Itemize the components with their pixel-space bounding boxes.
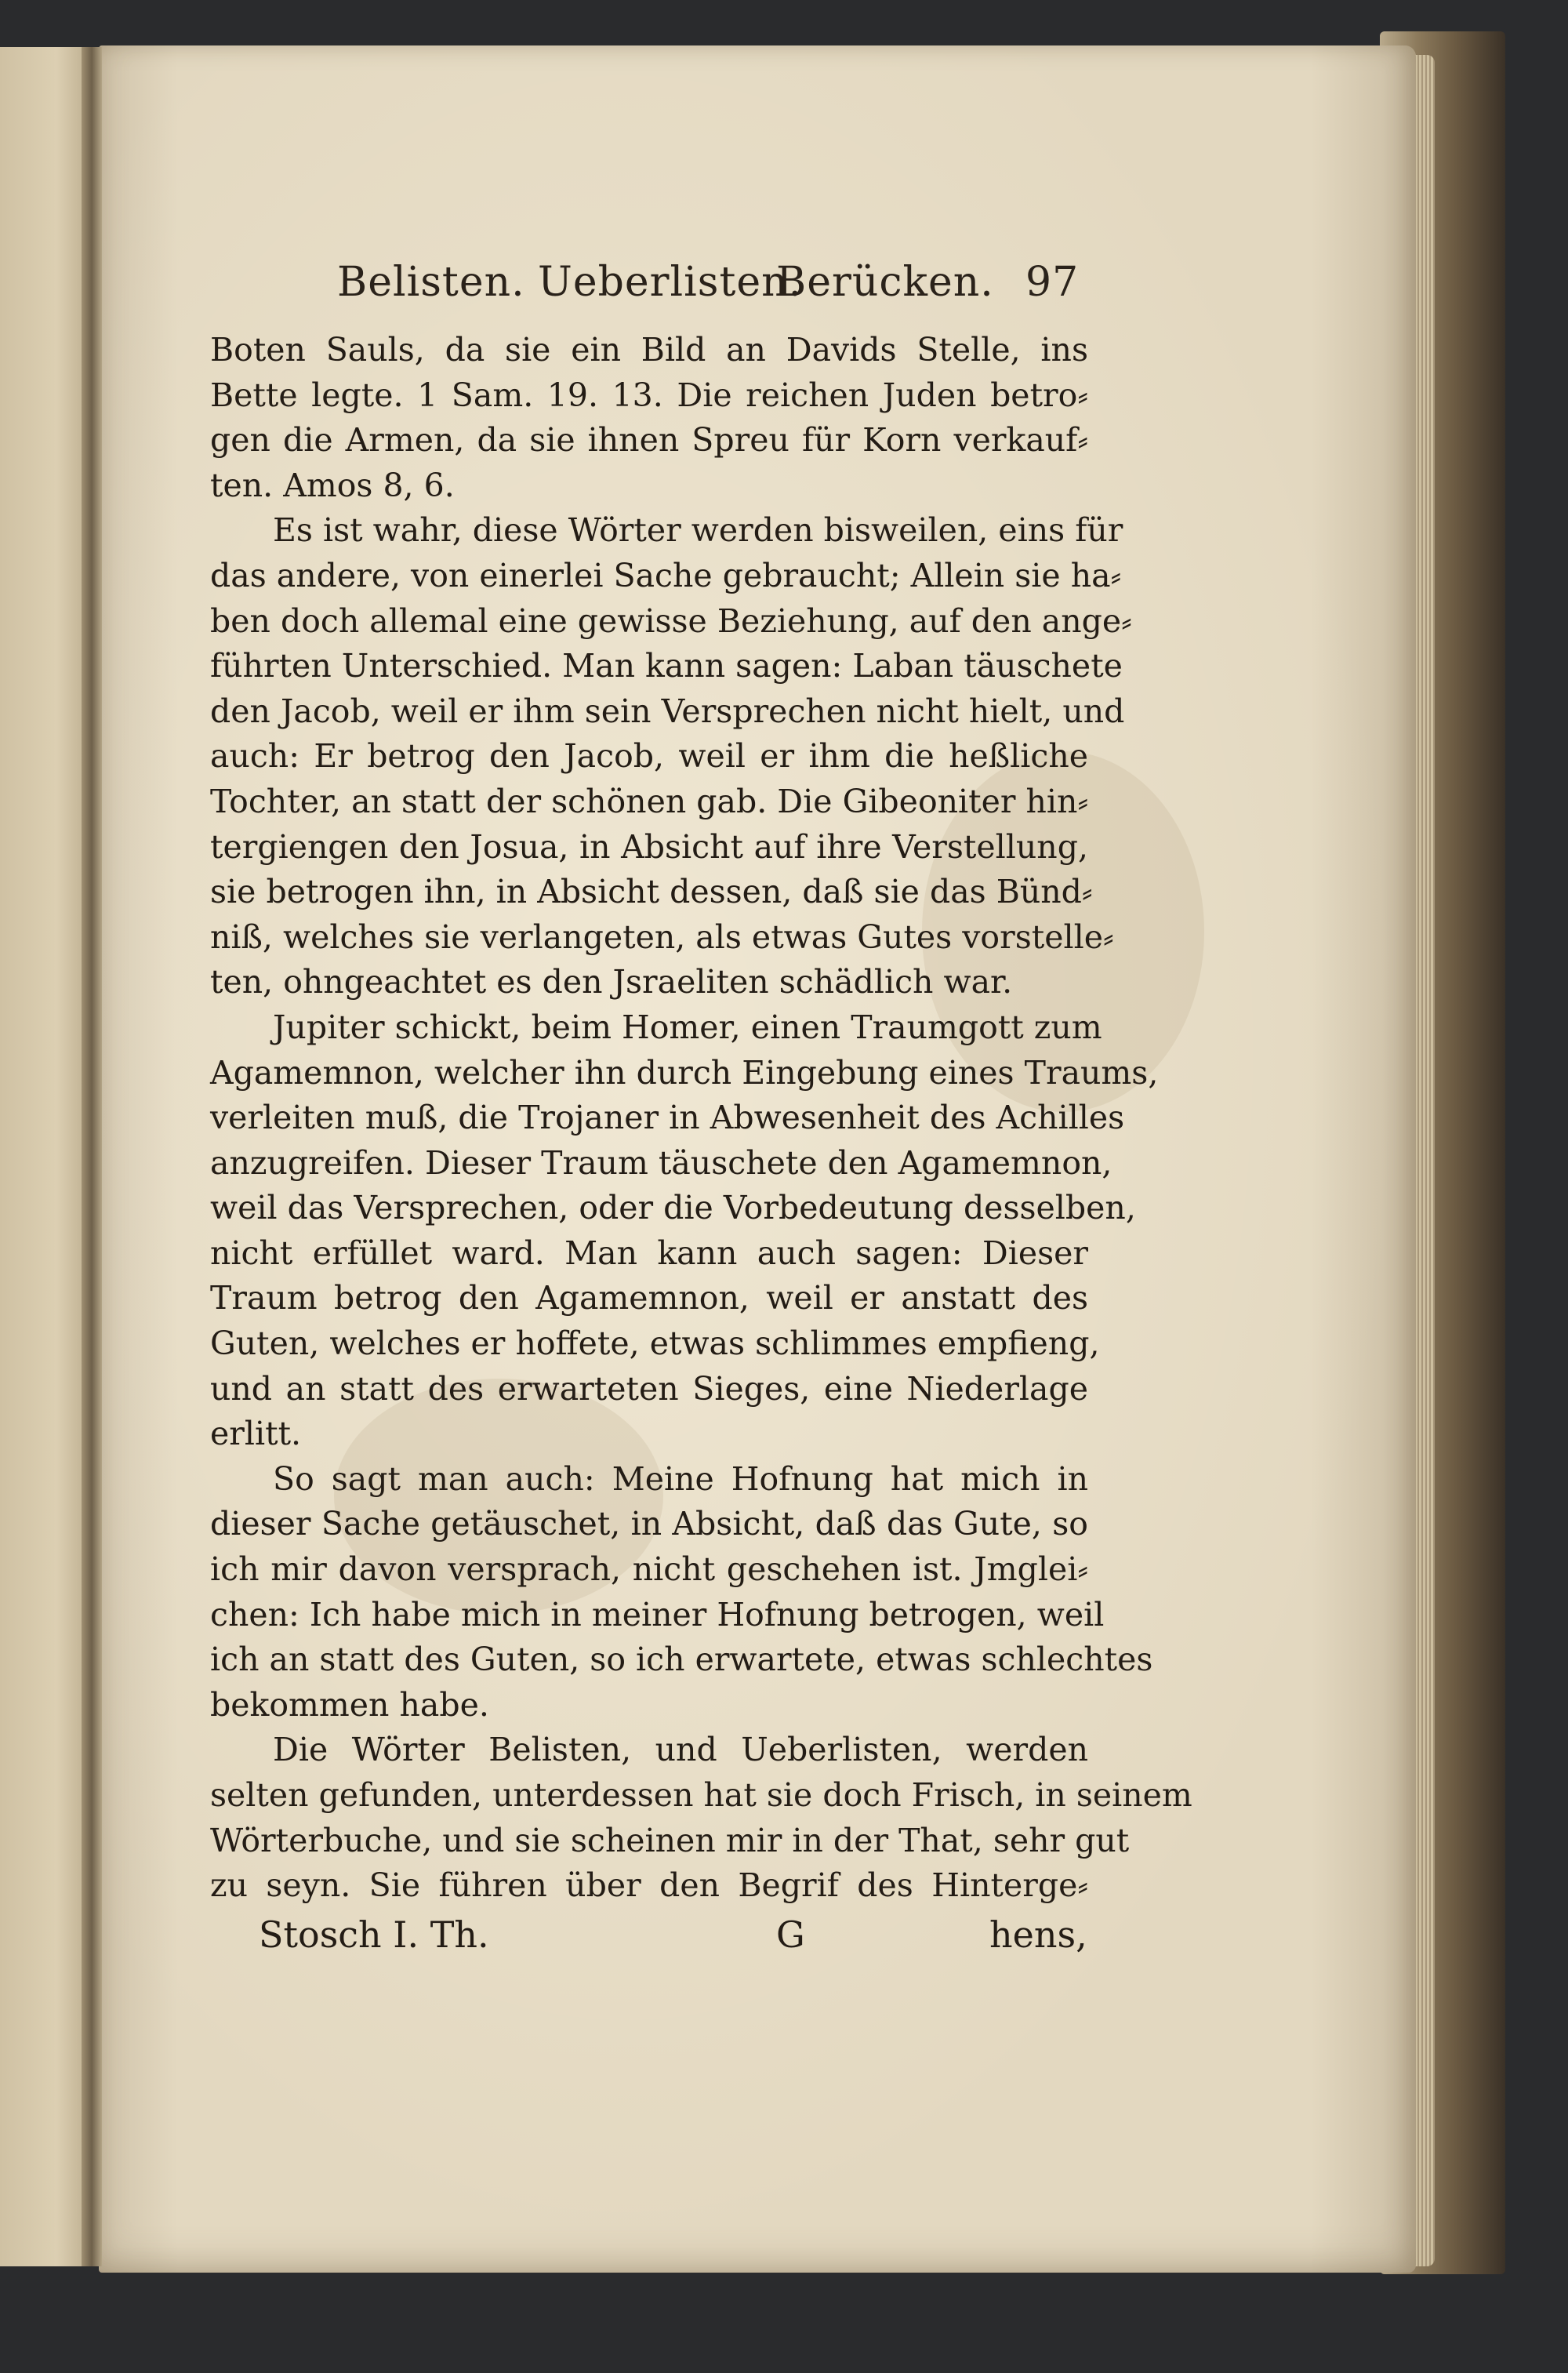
text-line: und an statt des erwarteten Sieges, eine Niederlage <box>210 1369 1088 1408</box>
text-line: So sagt man auch: Meine Hofnung hat mich in <box>273 1459 1088 1498</box>
left-page-edge <box>0 47 94 2266</box>
book-gutter <box>82 47 102 2266</box>
page-number: 97 <box>1025 259 1080 306</box>
text-line: den Jacob, weil er ihm sein Versprechen nicht hielt, und <box>210 692 1125 730</box>
text-line: Traum betrog den Agamemnon, weil er anstatt des <box>210 1279 1088 1317</box>
text-line: erlitt. <box>210 1415 302 1453</box>
header-title-1: Belisten. <box>337 259 525 306</box>
catchword: hens, <box>989 1913 1087 1956</box>
text-line: dieser Sache getäuschet, in Absicht, daß das Gute, so <box>210 1505 1088 1543</box>
text-line: Wörterbuche, und sie scheinen mir in der That, sehr gut <box>210 1821 1130 1859</box>
text-line: ten. Amos 8, 6. <box>210 466 455 504</box>
text-line: Guten, welches er hoffete, etwas schlimmes empfieng, <box>210 1325 1100 1363</box>
text-line: ich an statt des Guten, so ich erwartete, etwas schlechtes <box>210 1641 1153 1679</box>
text-line: niß, welches sie verlangeten, als etwas Gutes vorstelle⸗ <box>210 918 1114 956</box>
signature-mark: Stosch I. Th. <box>259 1913 489 1956</box>
page-footer <box>259 1913 1090 1961</box>
header-title-2: Ueberlisten. <box>538 259 803 306</box>
text-line: Es ist wahr, diese Wörter werden bisweilen, eins für <box>273 511 1123 550</box>
text-line: nicht erfüllet ward. Man kann auch sagen: Dieser <box>210 1234 1088 1272</box>
text-line: auch: Er betrog den Jacob, weil er ihm die heßliche <box>210 737 1088 776</box>
text-line: Bette legte. 1 Sam. 19. 13. Die reichen Juden betro⸗ <box>210 376 1088 414</box>
text-line: ben doch allemal eine gewisse Beziehung, auf den ange⸗ <box>210 601 1132 640</box>
text-line: ten, ohngeachtet es den Jsraeliten schädlich war. <box>210 963 1013 1001</box>
running-header <box>337 259 1090 306</box>
text-line: gen die Armen, da sie ihnen Spreu für Korn verkauf⸗ <box>210 421 1088 460</box>
text-line: Boten Sauls, da sie ein Bild an Davids Stelle, ins <box>210 331 1088 369</box>
text-line: führten Unterschied. Man kann sagen: Laban täuschete <box>210 647 1123 685</box>
text-line: tergiengen den Josua, in Absicht auf ihre Verstellung, <box>210 827 1088 866</box>
text-line: Tochter, an statt der schönen gab. Die Gibeoniter hin⸗ <box>210 782 1089 820</box>
text-line: chen: Ich habe mich in meiner Hofnung betrogen, weil <box>210 1595 1105 1633</box>
text-line: Jupiter schickt, beim Homer, einen Traumgott zum <box>273 1008 1102 1046</box>
header-title-3: Berücken. <box>776 259 994 306</box>
text-line: bekommen habe. <box>210 1685 489 1724</box>
text-line: anzugreifen. Dieser Traum täuschete den Agamemnon, <box>210 1143 1112 1182</box>
text-line: ich mir davon versprach, nicht geschehen ist. Jmglei⸗ <box>210 1550 1088 1589</box>
text-line: verleiten muß, die Trojaner in Abwesenheit des Achilles <box>210 1099 1125 1137</box>
text-line: Die Wörter Belisten, und Ueberlisten, werden <box>273 1731 1088 1769</box>
text-line: selten gefunden, unterdessen hat sie doch Frisch, in seinem <box>210 1776 1192 1814</box>
text-line: Agamemnon, welcher ihn durch Eingebung eines Traums, <box>210 1053 1159 1092</box>
text-line: zu seyn. Sie führen über den Begrif des Hinterge⸗ <box>210 1866 1088 1905</box>
body-text <box>210 328 1192 1909</box>
sheet-mark: G <box>776 1913 805 1956</box>
text-line: sie betrogen ihn, in Absicht dessen, daß sie das Bünd⸗ <box>210 873 1093 911</box>
text-line: weil das Versprechen, oder die Vorbedeutung desselben, <box>210 1189 1136 1227</box>
text-line: das andere, von einerlei Sache gebraucht; Allein sie ha⸗ <box>210 556 1122 594</box>
